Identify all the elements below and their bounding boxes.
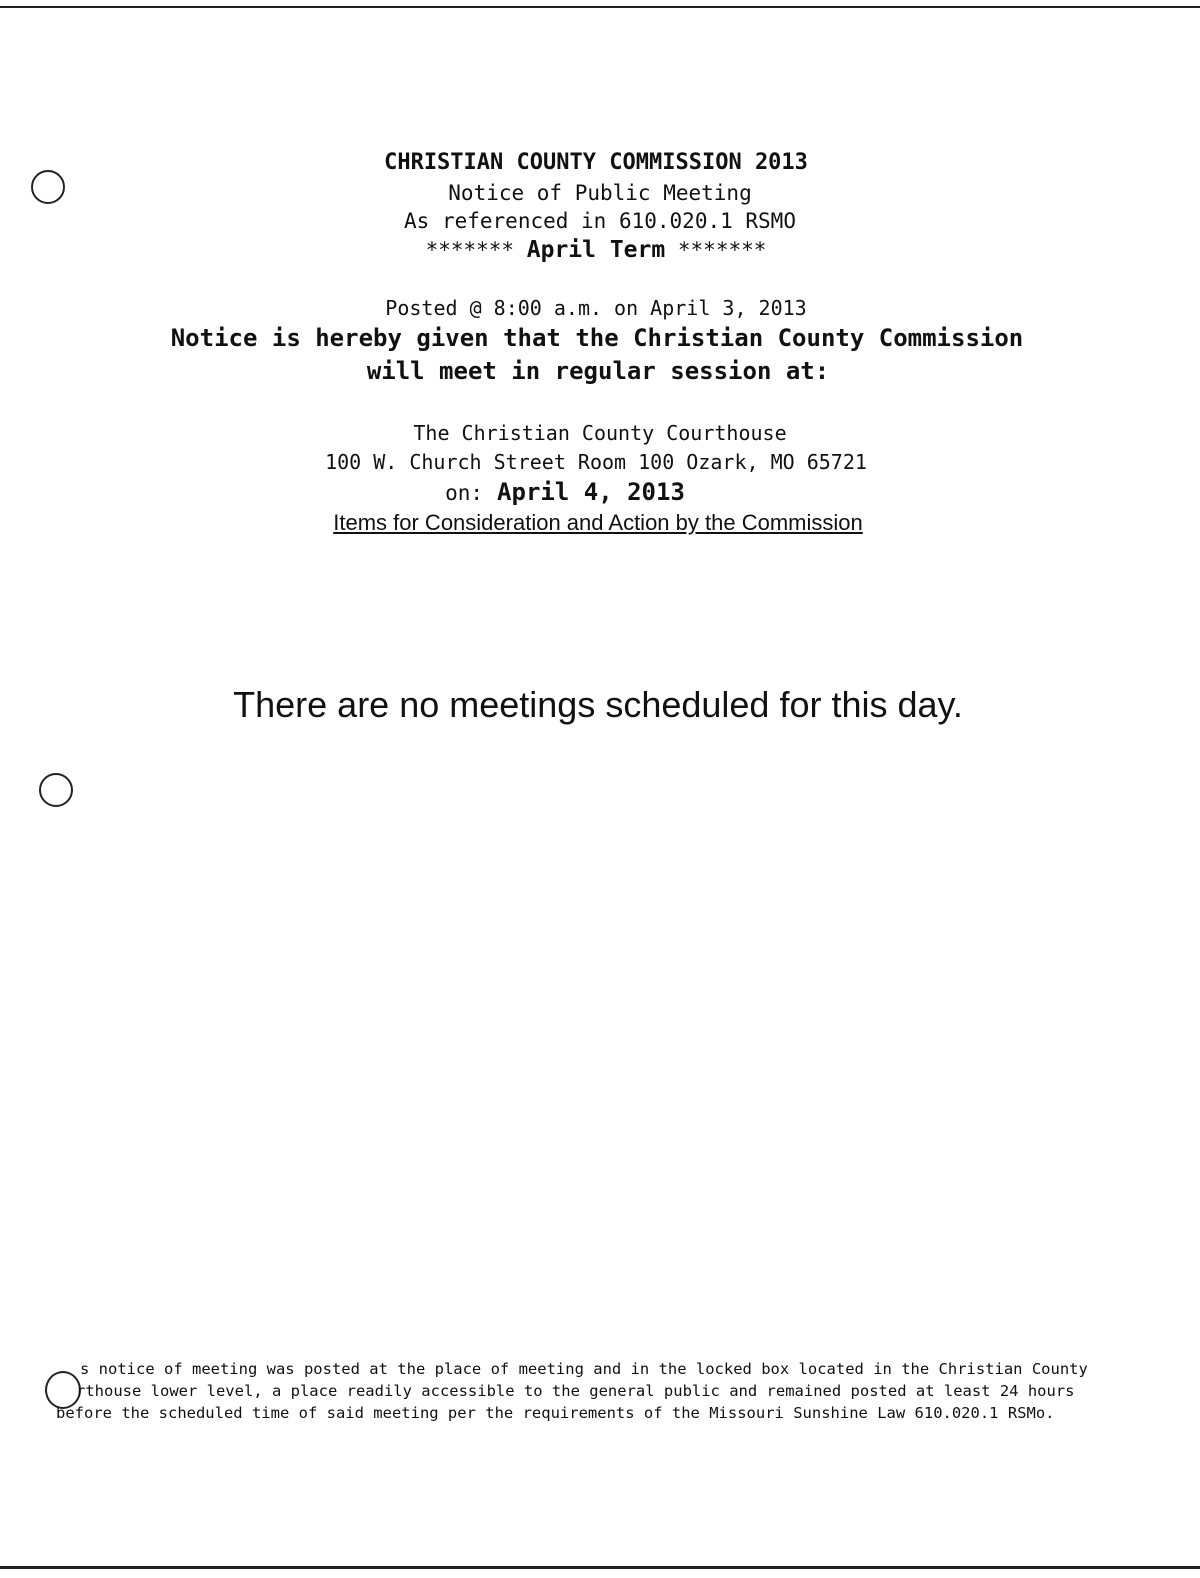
agenda-heading: Items for Consideration and Action by the Commission xyxy=(333,510,863,535)
footer-line: rthouse lower level, a place readily accessible to the general public and remained posted at least 24 hours xyxy=(76,1382,1075,1400)
term-suffix: ******* xyxy=(677,238,767,262)
notice-statement-line1: Notice is hereby given that the Christian County Commission xyxy=(170,324,1024,352)
posting-certification xyxy=(56,1358,1146,1424)
statute-reference: As referenced in 610.020.1 RSMO xyxy=(404,209,796,233)
scan-edge-top xyxy=(0,6,1200,8)
term-name: April Term xyxy=(526,237,666,263)
scan-edge-bottom xyxy=(0,1566,1200,1569)
no-meetings-message: There are no meetings scheduled for this day. xyxy=(233,684,963,725)
notice-statement-line2: will meet in regular session at: xyxy=(366,357,830,385)
document-subtitle: Notice of Public Meeting xyxy=(448,181,752,205)
term-line xyxy=(0,237,1196,263)
term-prefix: ******* xyxy=(425,238,515,262)
footer-line: before the scheduled time of said meeting per the requirements of the Missouri Sunshine Law 610.020.1 RSMo. xyxy=(56,1404,1055,1422)
venue-address: 100 W. Church Street Room 100 Ozark, MO 65721 xyxy=(325,450,867,474)
meeting-date-line xyxy=(0,478,1165,506)
meeting-date-label: on: xyxy=(445,481,484,505)
venue-name: The Christian County Courthouse xyxy=(413,421,787,445)
punch-hole-icon xyxy=(39,773,73,807)
meeting-date-value: April 4, 2013 xyxy=(497,478,685,506)
document-title: CHRISTIAN COUNTY COMMISSION 2013 xyxy=(384,150,808,175)
footer-line: s notice of meeting was posted at the place of meeting and in the locked box located in the Christian County xyxy=(80,1360,1088,1378)
posted-timestamp: Posted @ 8:00 a.m. on April 3, 2013 xyxy=(385,296,807,320)
